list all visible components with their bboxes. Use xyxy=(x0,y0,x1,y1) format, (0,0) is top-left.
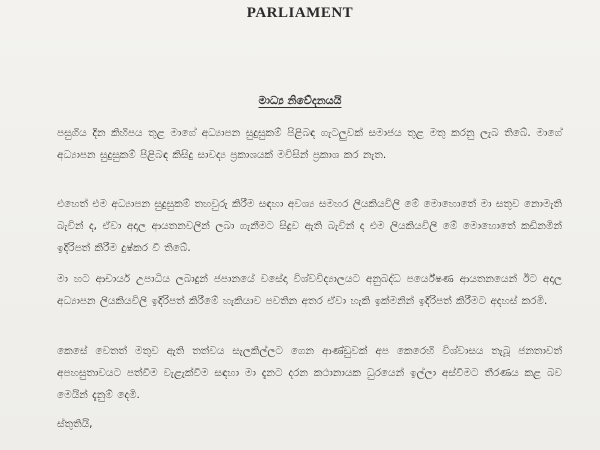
paragraph-1: පසුගිය දින කිහිපය තුළ මාගේ අධ්‍යාපන සුදුසුකම් පිළිබඳ ගැටලුවක් සමාජය තුළ මතු කරනු ලැබ තිබේ. මාගේ අධ්‍යාපන සුදුසුකම් පිළිබඳ කිසිදු සාවද්‍ය ප්‍රකාශයක් මවිසින් ප්‍රකාශ කර නැත. xyxy=(57,127,562,161)
document-title xyxy=(0,94,600,108)
paragraph-4: කෙසේ වෙතත් මතුව ඇති තත්වය සැලකිල්ලට ගෙන ආණ්ඩුවක් අප කෙරෙහි විශ්වාසය තැබූ ජනතාවත් අපහසුතාවයට පත්වීම වැළැක්වීම සඳහා මා දැනට දරන කථානායක ධුරයෙන් ඉල්ලා අස්වීමට තීරණය කළ බව මෙයින් දැනුම් දෙමි. xyxy=(57,345,562,401)
paragraph-2: එහෙත් එම අධ්‍යාපන සුදුසුකම් තහවුරු කිරීම සඳහා අවශ්‍ය සමහර ලියකියවිලි මේ මොහොතේ මා සතුව නොමැති බැවින් ද, ඒවා අදාල ආයතනවලින් ලබා ගැනීමට සිදුව ඇති බැවින් ද එම ලියකියවිලි මේ මොහොතේ කඩිනමින් ඉදිරිපත් කිරීම දුෂ්කර වී තිබේ. xyxy=(57,198,562,254)
document-title-text: මාධ්‍ය නිවේදනයයි xyxy=(258,94,342,107)
closing-text: ස්තුතියි, xyxy=(57,418,93,430)
header-parliament: PARLIAMENT xyxy=(246,5,354,21)
paragraph-3: මා හට ආචාර්ය උපාධිය ලබාදුන් ජපානයේ වසේදා විශ්වවිද්‍යාලයට අනුබද්ධ පර්යේෂණ ආයතනයෙන් ඊට අදාල අධ්‍යාපන ලියකියවිලි ඉදිරිපත් කිරීමේ හැකියාව පවතින අතර ඒවා හැකි ඉක්මනින් ඉදිරිපත් කිරීමට අදහස් කරමි. xyxy=(57,273,562,307)
